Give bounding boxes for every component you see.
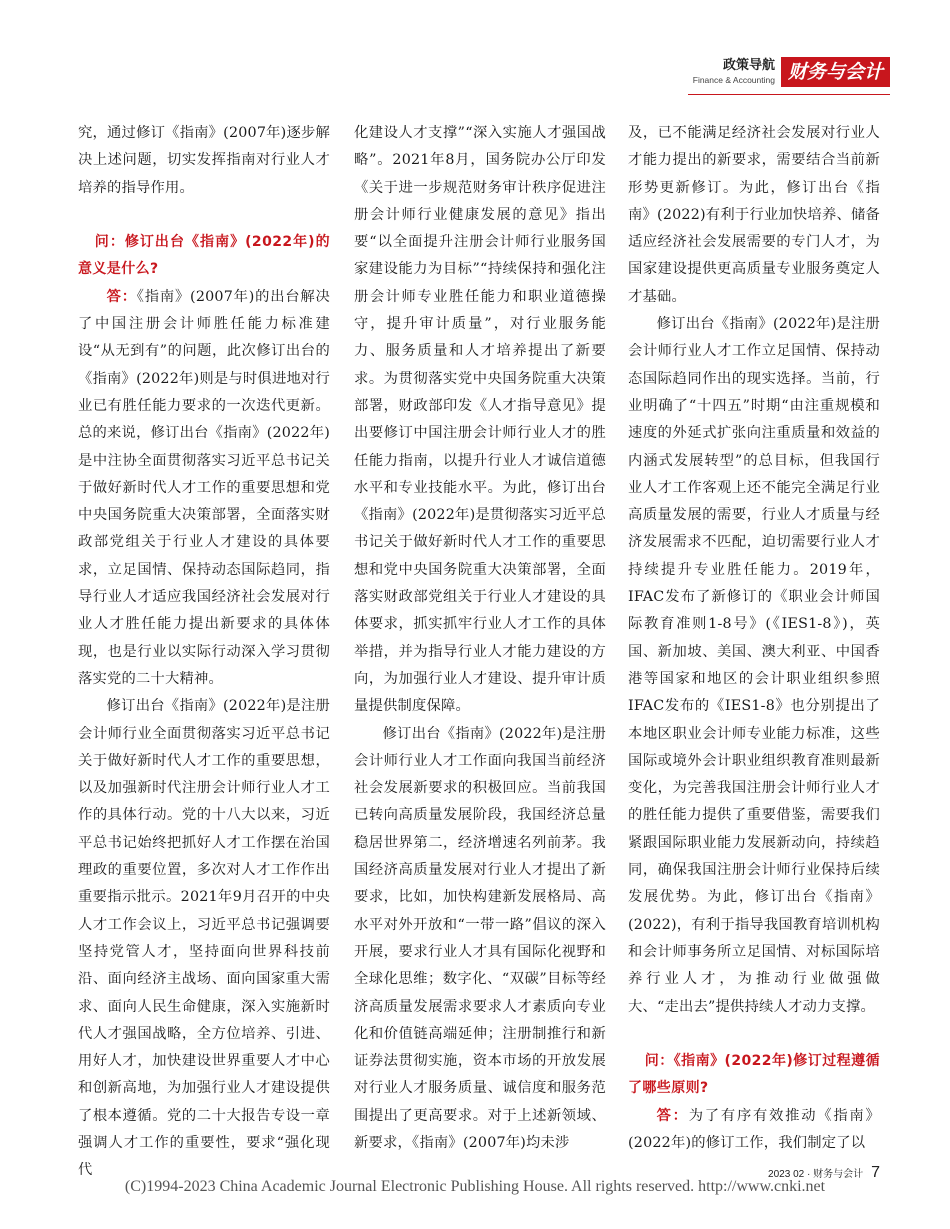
answer-text: 《指南》(2007年)的出台解决了中国注册会计师胜任能力标准建设“从无到有”的问题，此次修订出台的《指南》(2022年)则是与时俱进地对行业已有胜任能力要求的一次迭代更新。总的来说，修订出台《指南》(2022年)是中注协全面贯彻落实习近平总书记关于做好新时代人才工作的重要思想和党中央国务院重大决策部署，全面落实财政部党组关于行业人才建设的具体要求，立足国情、保持动态国际趋同，指导行业人才适应我国经济社会发展对行业人才胜任能力提出新要求的具体体现，也是行业以实际行动深入学习贯彻落实党的二十大精神。 — [78, 288, 330, 687]
answer-text: 为了有序有效推动《指南》(2022年)的修订工作，我们制定了以 — [628, 1107, 880, 1151]
issue-label: 2023 02 · 财务与会计 — [768, 1169, 864, 1180]
body-paragraph: 修订出台《指南》(2022年)是注册会计师行业全面贯彻落实习近平总书记关于做好新时代人才工作的重要思想，以及加强新时代注册会计师行业人才工作的具体行动。党的十八大以来，习近平总书记始终把抓好人才工作摆在治国理政的重要位置，多次对人才工作作出重要指示批示。2021年9月召开的中央人才工作会议上，习近平总书记强调要坚持党管人才，坚持面向世界科技前沿、面向经济主战场、面向国家重大需求、面向人民生命健康，深入实施新时代人才强国战略，全方位培养、引进、用好人才，加快建设世界重要人才中心和创新高地，为加强行业人才建设提供了根本遵循。党的二十大报告专设一章强调人才工作的重要性，要求“强化现代 — [78, 698, 330, 1179]
answer-paragraph — [628, 1103, 880, 1158]
body-paragraph: 化建设人才支撑”“深入实施人才强国战略”。2021年8月，国务院办公厅印发《关于进一步规范财务审计秩序促进注册会计师行业健康发展的意见》指出要“以全面提升注册会计师行业服务国家建设能力为目标”“持续保持和强化注册会计师专业胜任能力和职业道德操守，提升审计质量”，对行业服务能力、服务质量和人才培养提出了新要求。为贯彻落实党中央国务院重大决策部署，财政部印发《人才指导意见》提出要修订中国注册会计师行业人才的胜任能力指南，以提升行业人才诚信道德水平和专业技能水平。为此，修订出台《指南》(2022年)是贯彻落实习近平总书记关于做好新时代人才工作的重要思想和党中央国务院重大决策部署，全面落实财政部党组关于行业人才建设的具体要求，抓实抓牢行业人才工作的具体举措，并为指导行业人才能力建设的方向，为加强行业人才建设、提升审计质量提供制度保障。 — [354, 125, 606, 715]
body-paragraph: 及，已不能满足经济社会发展对行业人才能力提出的新要求，需要结合当前新形势更新修订。为此，修订出台《指南》(2022)有利于行业加快培养、储备适应经济社会发展需要的专门人才，为国家建设提供更高质量专业服务奠定人才基础。 — [628, 125, 880, 305]
section-title: 政策导航 — [722, 58, 775, 73]
body-paragraph: 修订出台《指南》(2022年)是注册会计师行业人才工作立足国情、保持动态国际趋同作出的现实选择。当前，行业明确了“十四五”时期“由注重规模和速度的外延式扩张向注重质量和效益的内涵式发展转型”的总目标，但我国行业人才工作客观上还不能完全满足行业高质量发展的需要，行业人才质量与经济发展需求不匹配，迫切需要行业人才持续提升专业胜任能力。2019年，IFAC发布了新修订的《职业会计师国际教育准则1-8号》(《IES1-8》)，英国、新加坡、美国、澳大利亚、中国香港等国家和地区的会计职业组织参照IFAC发布的《IES1-8》也分别提出了本地区职业会计师专业能力标准，这些国际或境外会计职业组织教育准则最新变化，为完善我国注册会计师行业人才的胜任能力提供了重要借鉴，需要我们紧跟国际职业能力发展新动向，持续趋同，确保我国注册会计师行业保持后续发展优势。为此，修订出台《指南》(2022)，有利于指导我国教育培训机构和会计师事务所立足国情、对标国际培养行业人才，为推动行业做强做大、“走出去”提供持续人才动力支撑。 — [628, 316, 880, 1015]
header-rule — [688, 94, 890, 95]
page-header — [693, 52, 890, 92]
body-paragraph: 修订出台《指南》(2022年)是注册会计师行业人才工作面向我国当前经济社会发展新要求的积极回应。当前我国已转向高质量发展阶段，我国经济总量稳居世界第二，经济增速名列前茅。我国经济高质量发展对行业人才提出了新要求，比如，加快构建新发展格局、高水平对外开放和“一带一路”倡议的深入开展，要求行业人才具有国际化视野和全球化思维；数字化、“双碳”目标等经济高质量发展需求要求人才素质向专业化和价值链高端延伸；注册制推行和新证券法贯彻实施，资本市场的开放发展对行业人才服务质量、诚信度和服务范围提出了更高要求。对于上述新领域、新要求，《指南》(2007年)均未涉 — [354, 725, 606, 1151]
header-text — [693, 58, 775, 86]
paragraph-spacer — [78, 202, 330, 229]
journal-logo: 财务与会计 — [781, 57, 890, 87]
journal-english-name: Finance & Accounting — [692, 75, 775, 85]
question-heading: 问：修订出台《指南》(2022年)的意义是什么? — [78, 234, 330, 278]
answer-label: 答： — [106, 288, 137, 305]
paragraph-spacer — [628, 1021, 880, 1048]
answer-label: 答： — [656, 1107, 689, 1124]
text-column-3 — [628, 120, 880, 1157]
text-column-2 — [354, 120, 606, 1157]
body-paragraph: 究，通过修订《指南》(2007年)逐步解决上述问题，切实发挥指南对行业人才培养的指导作用。 — [78, 125, 330, 196]
copyright-notice: (C)1994-2023 China Academic Journal Electronic Publishing House. All rights reserved. http://www.cnki.net — [124, 1178, 826, 1195]
text-column-1 — [78, 120, 330, 1185]
answer-paragraph — [78, 284, 330, 693]
question-heading: 问：《指南》(2022年)修订过程遵循了哪些原则? — [628, 1053, 880, 1097]
page-number: 7 — [871, 1164, 880, 1181]
